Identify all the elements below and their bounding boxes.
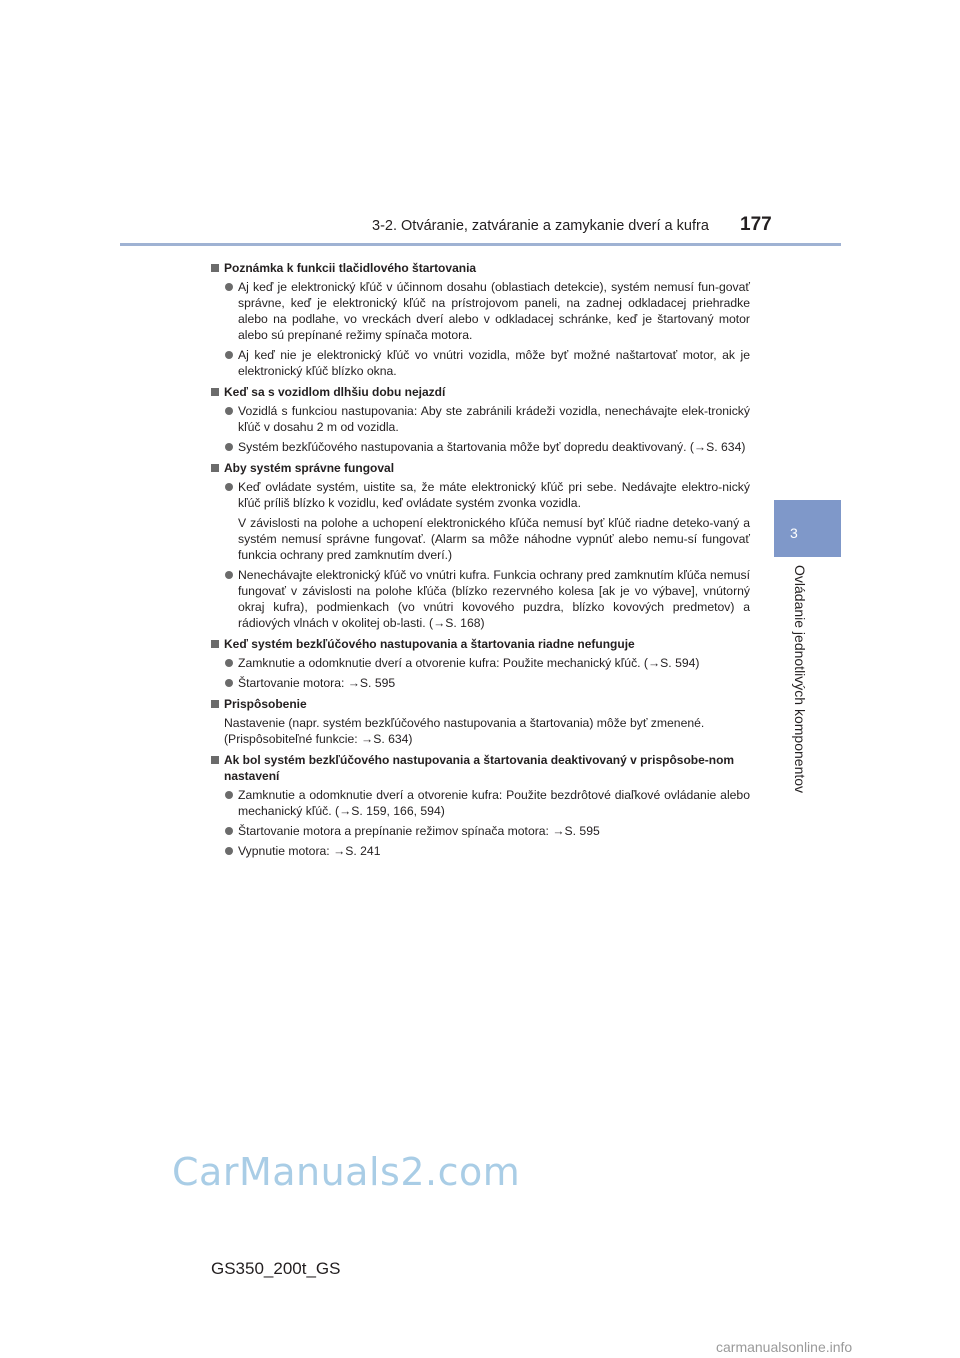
section-heading: Poznámka k funkcii tlačidlového štartovania [210, 260, 750, 276]
footer-site-mark: carmanualsonline.info [716, 1339, 853, 1355]
section-heading: Aby systém správne fungoval [210, 460, 750, 476]
round-bullet-icon [225, 351, 233, 359]
page-number: 177 [740, 214, 772, 235]
list-item: Štartovanie motora a prepínanie režimov spínača motora: →S. 595 [210, 823, 750, 839]
section-heading: Keď systém bezkľúčového nastupovania a štartovania riadne nefunguje [210, 636, 750, 652]
list-item: Aj keď je elektronický kľúč v účinnom dosahu (oblastiach detekcie), systém nemusí fun-govať správne, keď je elektronický kľúč na prístrojovom paneli, na zadnej odkladacej priehradke alebo na podlahe, vo vreckách dverí alebo v odkladacej schránke, keď je štartovaný motor alebo sú prepínané režimy spínača motora. [210, 279, 750, 343]
list-item: Keď ovládate systém, uistite sa, že máte elektronický kľúč pri sebe. Nedávajte elektro-nický kľúč príliš blízko k vozidlu, keď ovládate systém zvonka vozidla. V závislosti na polohe a uchopení elektronického kľúča nemusí byť kľúč riadne deteko-vaný a systém nemusí správne fungovať. (Alarm sa môže náhodne vypnúť alebo nemu-sí fungovať funkcia ochrany pred zamknutím dverí.) [210, 479, 750, 563]
section-text: Nastavenie (napr. systém bezkľúčového nastupovania a štartovania) môže byť zmenené. (Prispôsobiteľné funkcie: →S. 634) [224, 716, 705, 746]
section-heading: Prispôsobenie [210, 696, 750, 712]
chapter-tab-label: Ovládanie jednotlivých komponentov [792, 565, 808, 794]
round-bullet-icon [225, 571, 233, 579]
square-bullet-icon [211, 388, 219, 396]
page-content [210, 255, 750, 863]
round-bullet-icon [225, 483, 233, 491]
footer-model-code: GS350_200t_GS [211, 1259, 341, 1278]
section-heading: Keď sa s vozidlom dlhšiu dobu nejazdí [210, 384, 750, 400]
list-item: Vypnutie motora: →S. 241 [210, 843, 750, 859]
round-bullet-icon [225, 847, 233, 855]
round-bullet-icon [225, 827, 233, 835]
list-item: Zamknutie a odomknutie dverí a otvorenie kufra: Použite bezdrôtové diaľkové ovládanie alebo mechanický kľúč. (→S. 159, 166, 594) [210, 787, 750, 819]
chapter-tab-number: 3 [774, 500, 841, 557]
watermark-logo: CarManuals2.com [172, 1150, 521, 1194]
section-heading: Ak bol systém bezkľúčového nastupovania a štartovania deaktivovaný v prispôsobe-nom nastavení [210, 752, 750, 784]
round-bullet-icon [225, 283, 233, 291]
list-item: Zamknutie a odomknutie dverí a otvorenie kufra: Použite mechanický kľúč. (→S. 594) [210, 655, 750, 671]
round-bullet-icon [225, 443, 233, 451]
square-bullet-icon [211, 264, 219, 272]
round-bullet-icon [225, 659, 233, 667]
list-item: Vozidlá s funkciou nastupovania: Aby ste zabránili krádeži vozidla, nenechávajte elek-tronický kľúč v dosahu 2 m od vozidla. [210, 403, 750, 435]
header-rule [120, 243, 841, 246]
round-bullet-icon [225, 407, 233, 415]
list-item: Nenechávajte elektronický kľúč vo vnútri kufra. Funkcia ochrany pred zamknutím kľúča nemusí fungovať v závislosti na polohe kľúča (blízko rezervného kolesa [ak je vo výbave], vnútorný okraj kufra), podmienkach (vo vnútri kovového puzdra, blízko kovových predmetov) a rádiových vlnách v okolitej ob-lasti. (→S. 168) [210, 567, 750, 631]
square-bullet-icon [211, 756, 219, 764]
round-bullet-icon [225, 679, 233, 687]
list-item: Systém bezkľúčového nastupovania a štartovania môže byť dopredu deaktivovaný. (→S. 634) [210, 439, 750, 455]
round-bullet-icon [225, 791, 233, 799]
square-bullet-icon [211, 464, 219, 472]
section-title: 3-2. Otváranie, zatváranie a zamykanie dverí a kufra [372, 218, 709, 234]
square-bullet-icon [211, 700, 219, 708]
list-item: Aj keď nie je elektronický kľúč vo vnútri vozidla, môže byť možné naštartovať motor, ak je elektronický kľúč blízko okna. [210, 347, 750, 379]
square-bullet-icon [211, 640, 219, 648]
list-item: Štartovanie motora: →S. 595 [210, 675, 750, 691]
